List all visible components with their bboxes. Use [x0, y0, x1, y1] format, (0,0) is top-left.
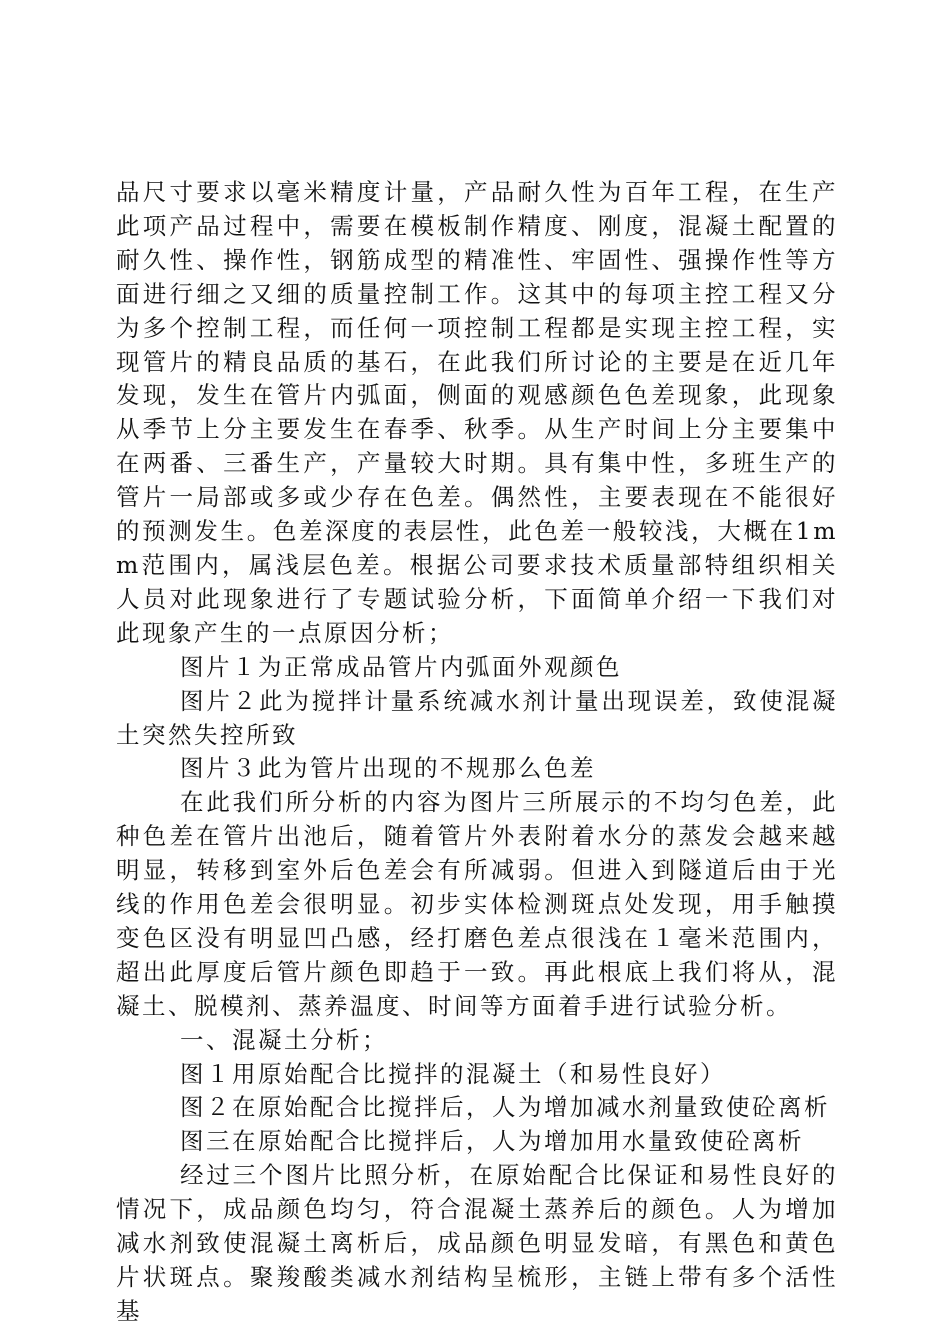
- figure-caption: 图片３此为管片出现的不规那么色差: [180, 754, 596, 783]
- figure-caption: 图１用原始配合比搅拌的混凝土（和易性良好）: [180, 1059, 726, 1088]
- figure-caption: 图片２此为搅拌计量系统减水剂计量出现误差，致使混凝土突然失控所致: [116, 686, 838, 749]
- figure-caption: 图２在原始配合比搅拌后，人为增加减水剂量致使砼离析: [180, 1093, 830, 1122]
- section-heading: 一、混凝土分析；: [180, 1025, 388, 1054]
- body-paragraph: 在此我们所分析的内容为图片三所展示的不均匀色差，此种色差在管片出池后，随着管片外表附着水分的蒸发会越来越明显，转移到室外后色差会有所减弱。但进入到隧道后由于光线的作用色差会很明显。初步实体检测斑点处发现，用手触摸变色区没有明显凹凸感，经打磨色差点很浅在１毫米范围内，超出此厚度后管片颜色即趋于一致。再此根底上我们将从，混凝土、脱模剂、蒸养温度、时间等方面着手进行试验分析。: [116, 788, 838, 1020]
- body-paragraph: 品尺寸要求以毫米精度计量，产品耐久性为百年工程，在生产此项产品过程中，需要在模板制作精度、刚度，混凝土配置的耐久性、操作性，钢筋成型的精准性、牢固性、强操作性等方面进行细之又细的质量控制工作。这其中的每项主控工程又分为多个控制工程，而任何一项控制工程都是实现主控工程，实现管片的精良品质的基石，在此我们所讨论的主要是在近几年发现，发生在管片内弧面，侧面的观感颜色色差现象，此现象从季节上分主要发生在春季、秋季。从生产时间上分主要集中在两番、三番生产，产量较大时期。具有集中性，多班生产的管片一局部或多或少存在色差。偶然性，主要表现在不能很好的预测发生。色差深度的表层性，此色差一般较浅，大概在1mm范围内，属浅层色差。根据公司要求技术质量部特组织相关人员对此现象进行了专题试验分析，下面简单介绍一下我们对此现象产生的一点原因分析；: [116, 178, 838, 647]
- figure-caption: 图片１为正常成品管片内弧面外观颜色: [180, 652, 622, 681]
- figure-caption: 图三在原始配合比搅拌后，人为增加用水量致使砼离析: [180, 1127, 804, 1156]
- body-paragraph: 经过三个图片比照分析，在原始配合比保证和易性良好的情况下，成品颜色均匀，符合混凝土蒸养后的颜色。人为增加减水剂致使混凝土离析后，成品颜色明显发暗，有黑色和黄色片状斑点。聚羧酸类减水剂结构呈梳形，主链上带有多个活性基: [116, 1161, 838, 1325]
- document-body: [116, 176, 838, 1329]
